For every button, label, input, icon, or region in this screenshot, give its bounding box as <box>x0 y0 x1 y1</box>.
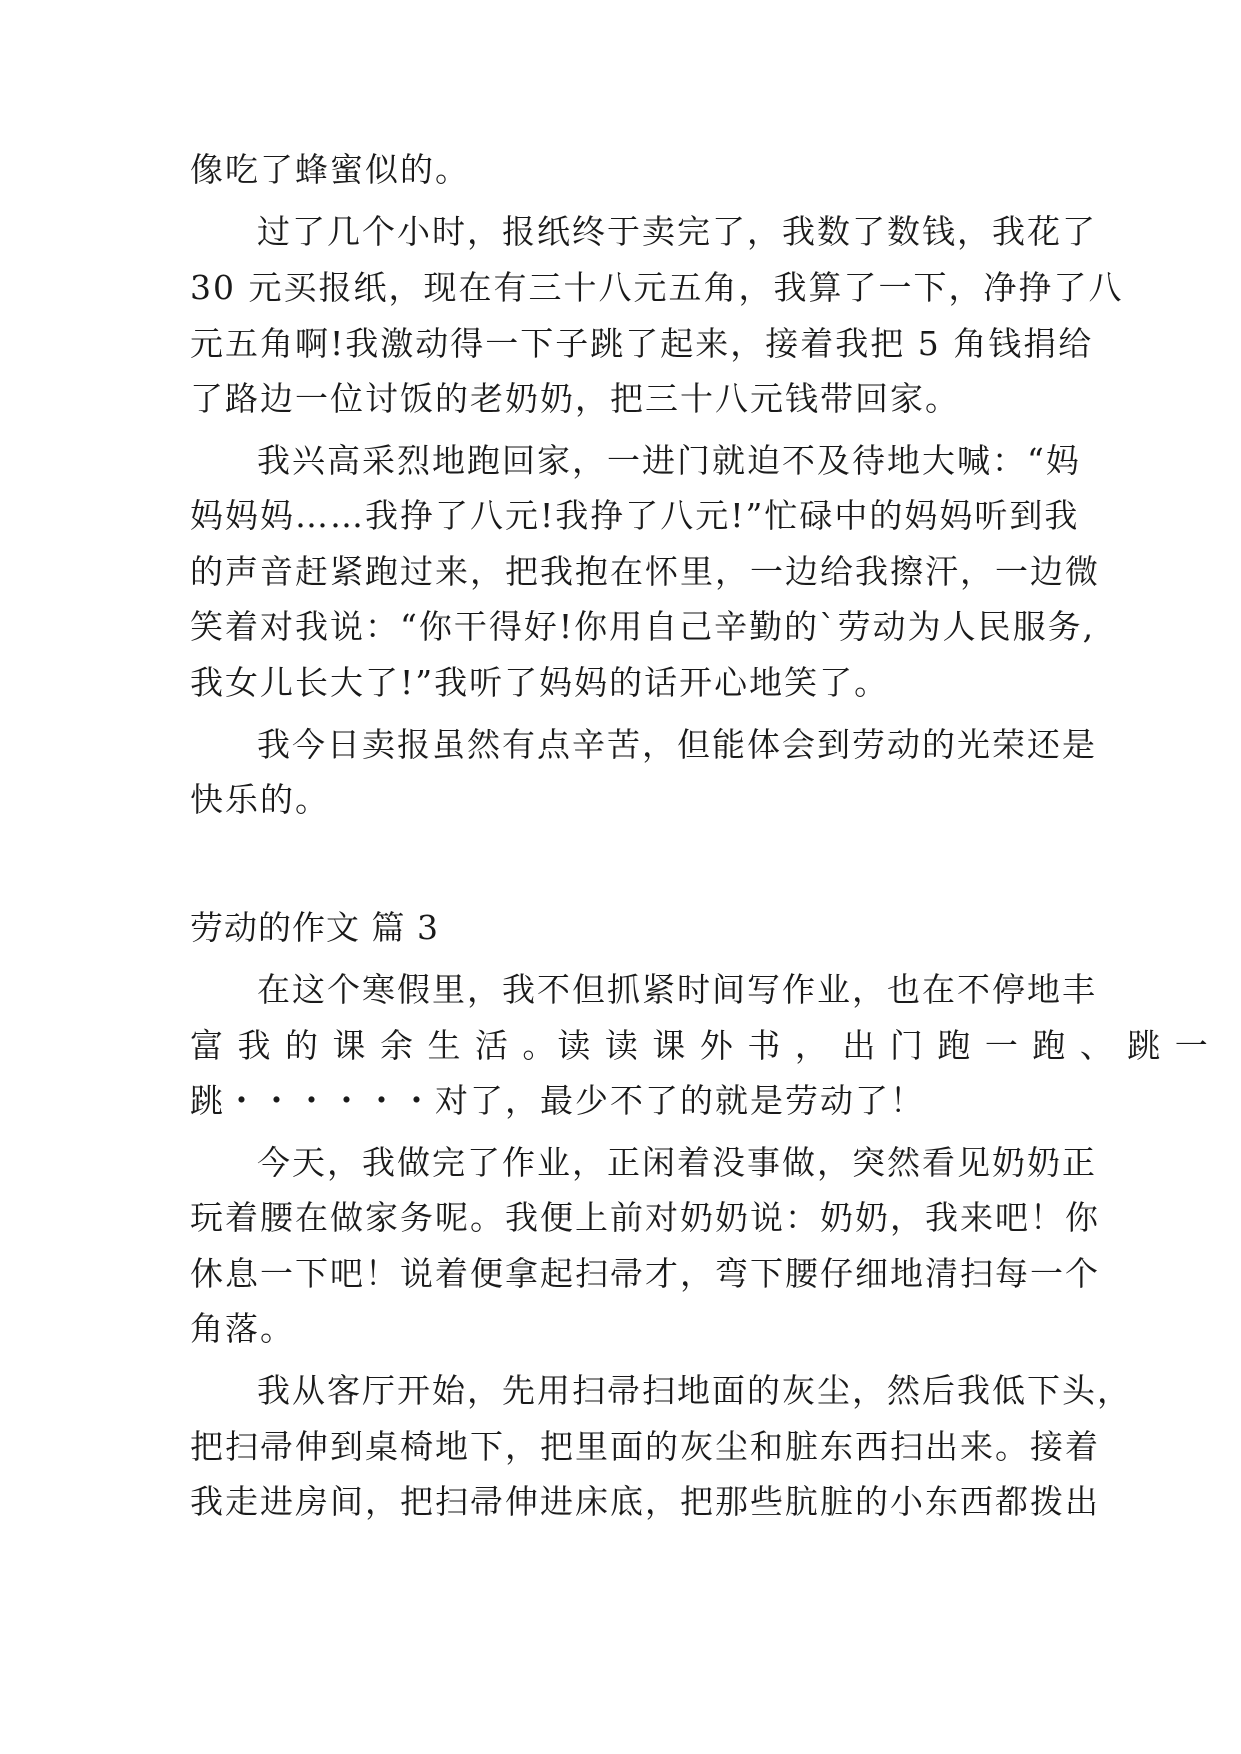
paragraph-line: 30 元买报纸，现在有三十八元五角，我算了一下，净挣了八 <box>190 268 1124 307</box>
paragraph-line: 快乐的。 <box>190 780 330 819</box>
paragraph-line: 在这个寒假里，我不但抓紧时间写作业，也在不停地丰 <box>257 970 1097 1009</box>
paragraph-line: 笑着对我说：“你干得好!你用自己辛勤的`劳动为人民服务, <box>190 607 1096 646</box>
paragraph-line: 今天，我做完了作业，正闲着没事做，突然看见奶奶正 <box>257 1143 1097 1182</box>
paragraph-line: 了路边一位讨饭的老奶奶，把三十八元钱带回家。 <box>190 379 960 418</box>
paragraph-line: 的声音赶紧跑过来，把我抱在怀里，一边给我擦汗，一边微 <box>190 552 1100 591</box>
paragraph-line: 我走进房间，把扫帚伸进床底，把那些肮脏的小东西都拨出 <box>190 1482 1100 1521</box>
paragraph-line: 把扫帚伸到桌椅地下，把里面的灰尘和脏东西扫出来。接着 <box>190 1427 1100 1466</box>
section-heading: 劳动的作文 篇 3 <box>190 908 439 947</box>
paragraph-line: 我从客厅开始，先用扫帚扫地面的灰尘，然后我低下头， <box>257 1371 1132 1410</box>
paragraph-line: 跳・・・・・・对了，最少不了的就是劳动了！ <box>190 1081 925 1120</box>
paragraph-line: 角落。 <box>190 1309 295 1348</box>
paragraph-line: 元五角啊!我激动得一下子跳了起来，接着我把 5 角钱捐给 <box>190 324 1094 363</box>
paragraph-line: 玩着腰在做家务呢。我便上前对奶奶说：奶奶，我来吧！你 <box>190 1198 1100 1237</box>
paragraph-line: 妈妈妈……我挣了八元!我挣了八元!”忙碌中的妈妈听到我 <box>190 496 1080 535</box>
paragraph-line: 富 我 的 课 余 生 活 。读 读 课 外 书 ， 出 门 跑 一 跑 、 跳 一 <box>190 1026 1210 1065</box>
paragraph-line: 像吃了蜂蜜似的。 <box>190 150 470 189</box>
paragraph-line: 我兴高采烈地跑回家，一进门就迫不及待地大喊：“妈 <box>257 441 1081 480</box>
paragraph-line: 我今日卖报虽然有点辛苦，但能体会到劳动的光荣还是 <box>257 725 1097 764</box>
paragraph-line: 我女儿长大了!”我听了妈妈的话开心地笑了。 <box>190 663 890 702</box>
paragraph-line: 休息一下吧！说着便拿起扫帚才，弯下腰仔细地清扫每一个 <box>190 1254 1100 1293</box>
paragraph-line: 过了几个小时，报纸终于卖完了，我数了数钱，我花了 <box>257 212 1097 251</box>
